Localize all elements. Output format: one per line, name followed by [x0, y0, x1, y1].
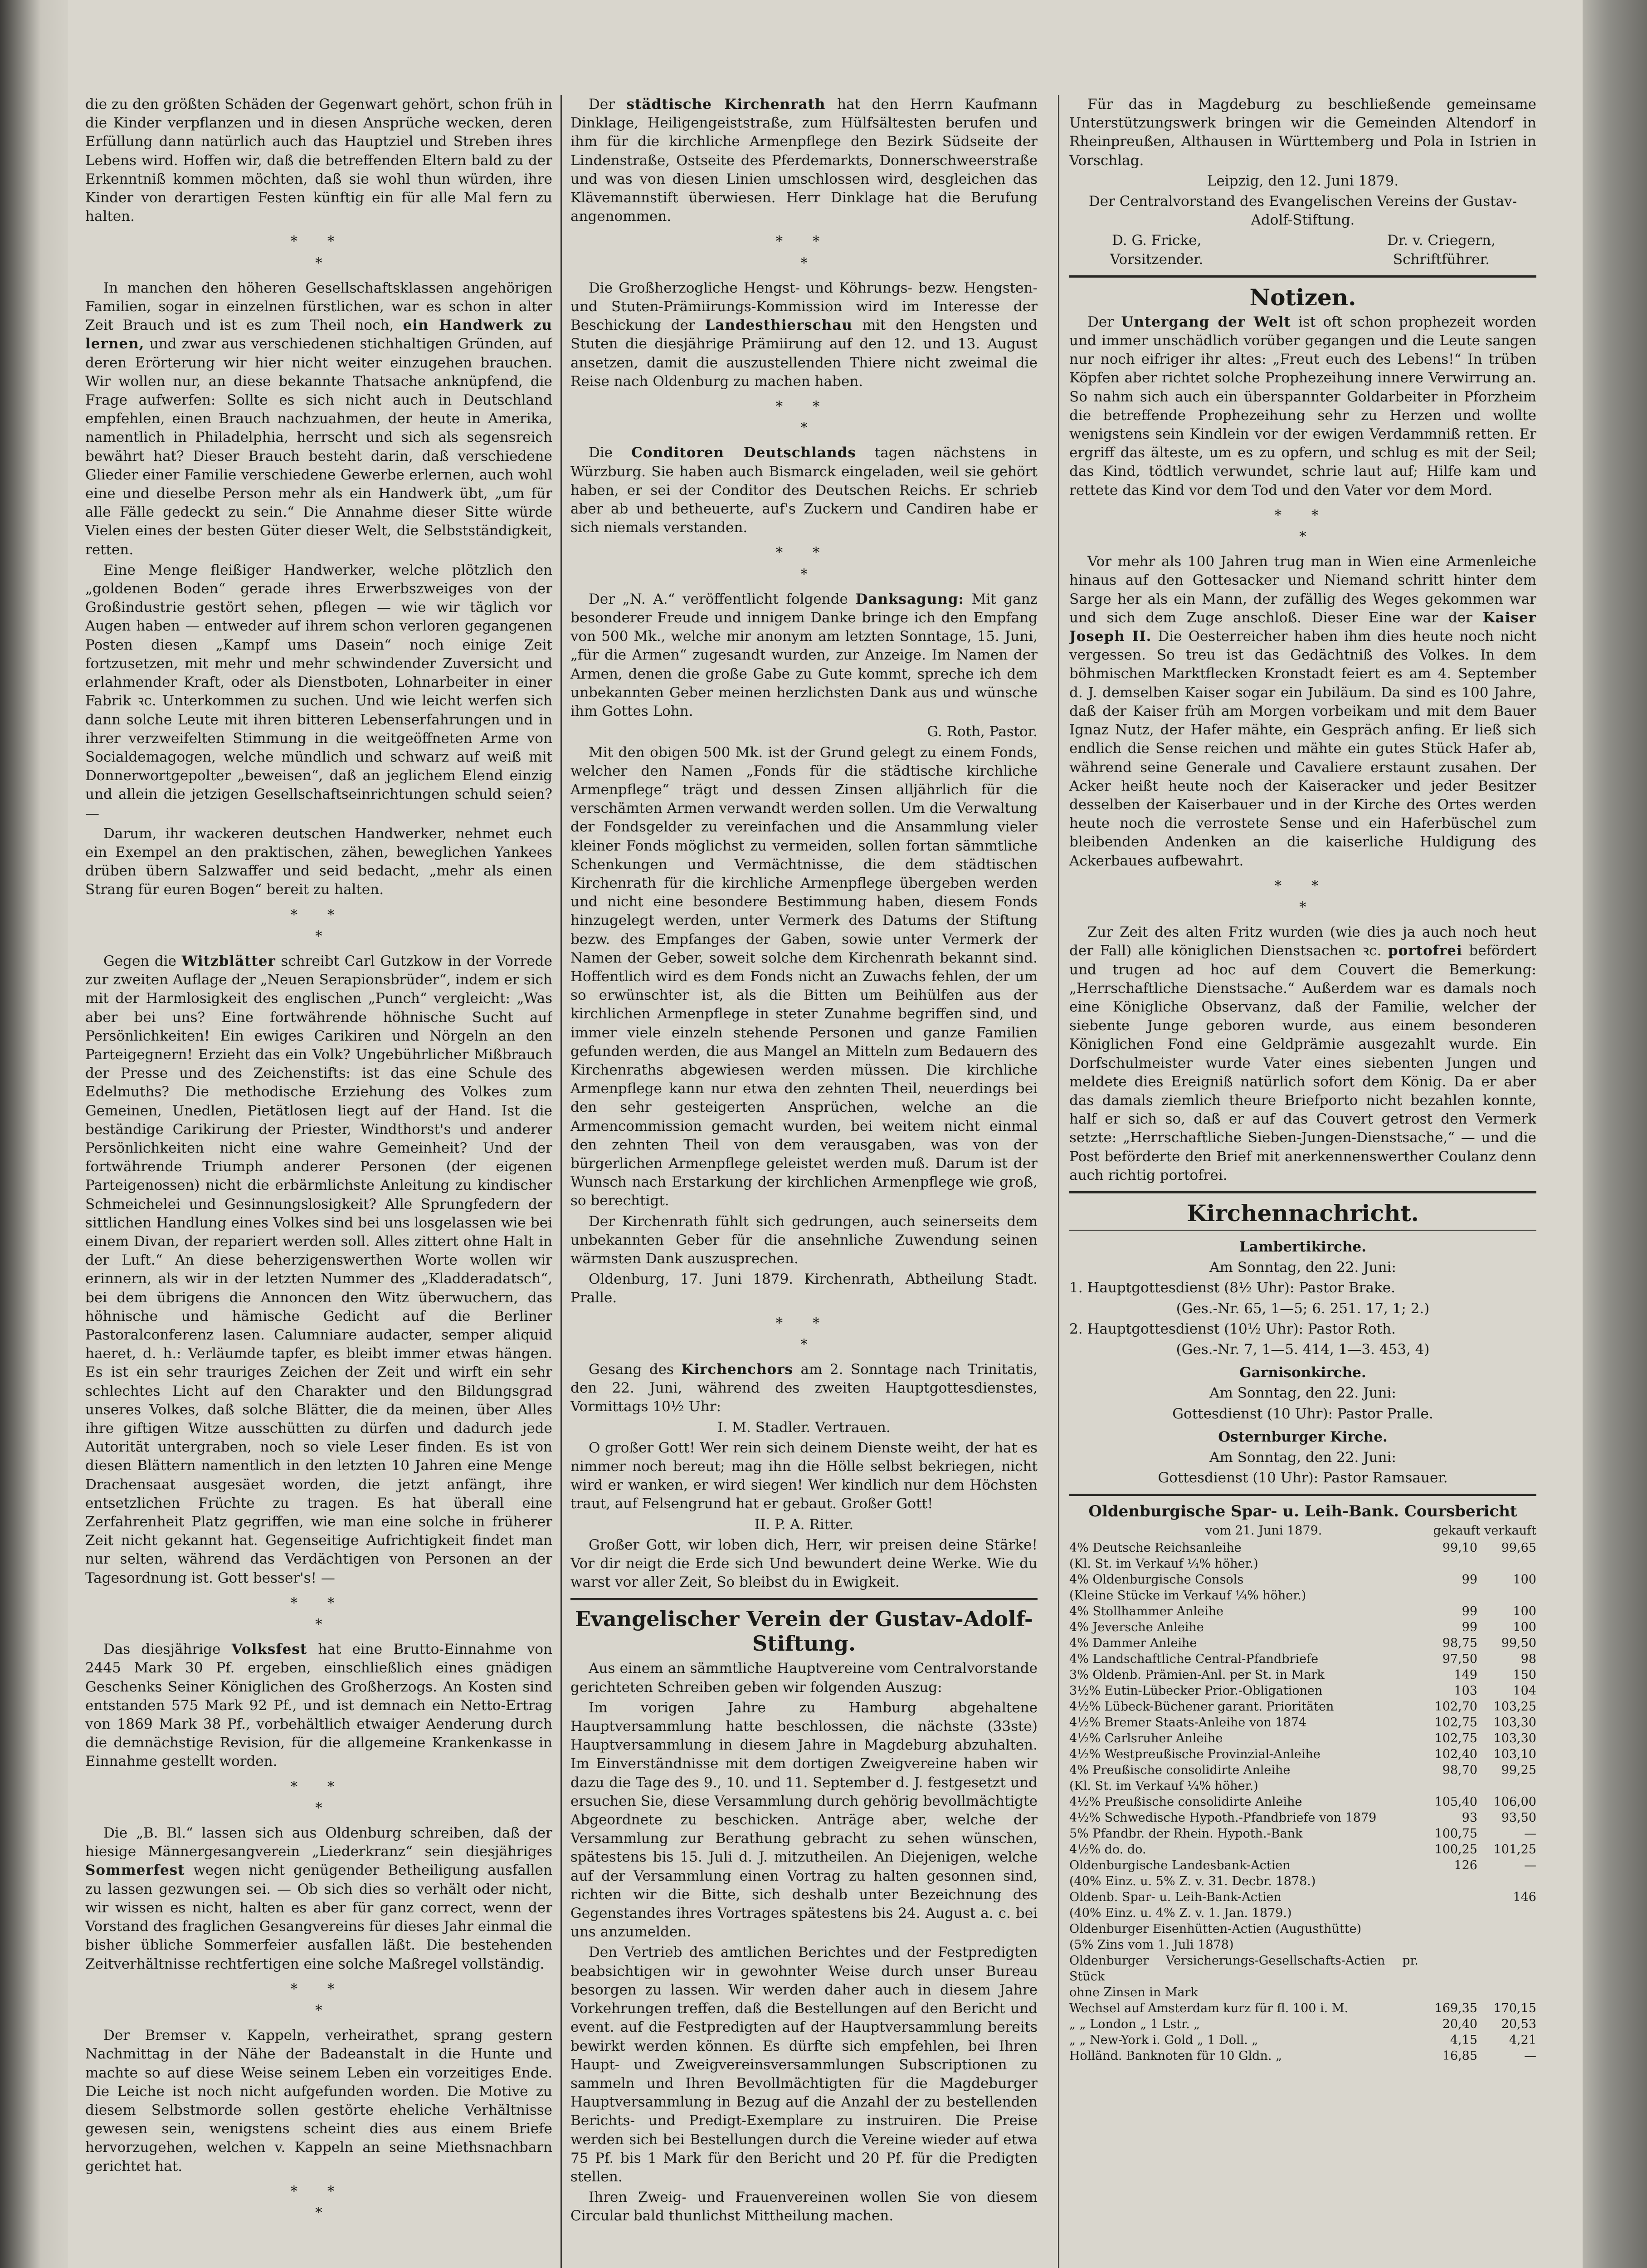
price-sold: 150 — [1513, 1667, 1536, 1682]
security-name: 5% Pfandbr. der Rhein. Hypoth.-Bank — [1069, 1826, 1303, 1841]
price-bought: 149 — [1454, 1667, 1477, 1682]
price-sold — [1477, 1937, 1536, 1953]
hymn-numbers: (Ges.-Nr. 65, 1—5; 6. 251. 17, 1; 2.) — [1176, 1300, 1430, 1317]
security-name: 4% Oldenburgische Consols — [1069, 1572, 1244, 1587]
hymn-text: O großer Gott! Wer rein sich deinem Dienste weiht, der hat es nimmer noch bereut; mag ihn die Hölle selbst bekriegen, nicht wird er wanken, er wird siegen! Wer kindlich nur dem Höchsten traut, auf Felsengrund hat er gebaut. Großer Gott! — [570, 1439, 1038, 1512]
separator-stars: * * — [290, 1594, 347, 1611]
coursbericht-heading: Oldenburgische Spar- u. Leih-Bank. Coursbericht — [1088, 1502, 1517, 1521]
separator-stars: * * — [290, 233, 347, 250]
security-name: (40% Einz. u. 4% Z. v. 1. Jan. 1879.) — [1069, 1906, 1292, 1920]
table-row — [1069, 1873, 1536, 1889]
hymn-numbers: (Ges.-Nr. 7, 1—5. 414, 1—3. 453, 4) — [1176, 1341, 1430, 1358]
table-row — [1069, 1683, 1536, 1699]
price-sold: 100 — [1513, 1604, 1536, 1618]
hymn-heading: I. M. Stadler. Vertrauen. — [717, 1419, 891, 1436]
separator-star: * — [315, 1616, 322, 1633]
highlight: Landesthierschau — [705, 317, 853, 334]
price-bought: 99 — [1462, 1620, 1477, 1634]
table-row — [1069, 1889, 1536, 1905]
price-sold — [1477, 1921, 1536, 1937]
security-name: 4½% do. do. — [1069, 1842, 1146, 1857]
paragraph: Eine Menge fleißiger Handwerker, welche plötzlich den „goldenen Boden“ gerade ihres Erwerbszweiges von der Großindustrie gestört sehen, pflegen — wie wir täglich vor Augen haben — entweder auf ihrem schon verloren gegangenen Posten diesen „Kampf ums Dasein“ noch einige Zeit fortzusetzen, mit mehr und mehr schwindender Zuversicht und erlahmender Kraft, oder als Dienstboten, Lohnarbeiter in einer Fabrik ꝛc. Unterkommen zu suchen. Und wie leicht werfen sich dann solche Leute mit ihren bitteren Lebenserfahrungen und in ihrer verzweifelten Stimmung in die weitgeöffneten Arme von Socialdemagogen, welche mündlich und schwarz auf weiß mit Donnerwortgepolter „beweisen“, daß an jeglichem Elend einzig und allein die jetzigen Gesellschaftseinrichtungen schuld seien? — — [85, 562, 552, 821]
security-name: 3½% Eutin-Lübecker Prior.-Obligationen — [1069, 1683, 1323, 1698]
separator-star: * — [800, 254, 808, 271]
table-row — [1069, 1699, 1536, 1715]
security-name: (40% Einz. u. 5% Z. v. 31. Decbr. 1878.) — [1069, 1874, 1316, 1888]
price-sold — [1477, 1588, 1536, 1603]
separator-stars: * * — [775, 1315, 833, 1331]
hymn-heading: II. P. A. Ritter. — [754, 1516, 854, 1533]
security-name: Oldenb. Spar- u. Leih-Bank-Actien — [1069, 1890, 1282, 1904]
separator-stars: * * — [290, 1980, 347, 1997]
price-bought — [1418, 1778, 1477, 1794]
separator-stars: * * — [290, 1778, 347, 1795]
price-sold: 103,25 — [1493, 1699, 1536, 1714]
coursbericht-subheader: vom 21. Juni 1879. gekauft verkauft — [1205, 1523, 1536, 1538]
separator-stars: * * — [1274, 507, 1331, 523]
table-row — [1069, 1953, 1536, 1984]
gustav-adolf-heading: Evangelischer Verein der Gustav-Adolf-Stiftung. — [575, 1607, 1033, 1656]
signature: Oldenburg, 17. Juni 1879. Kirchenrath, Abtheilung Stadt. Pralle. — [570, 1271, 1038, 1306]
price-sold: 103,30 — [1493, 1715, 1536, 1730]
separator-star: * — [800, 1336, 808, 1353]
table-row — [1069, 1746, 1536, 1762]
table-row — [1069, 1794, 1536, 1810]
highlight: portofrei — [1388, 943, 1462, 959]
kirchennachricht-heading: Kirchennachricht. — [1187, 1199, 1419, 1227]
church-name: Osternburger Kirche. — [1218, 1428, 1388, 1445]
security-name: 4½% Preußische consolidirte Anleihe — [1069, 1794, 1302, 1809]
price-bought: 98,75 — [1442, 1636, 1477, 1650]
separator-stars: * * — [290, 906, 347, 923]
highlight: Witzblätter — [181, 953, 276, 969]
service-date: Am Sonntag, den 22. Juni: — [1209, 1385, 1396, 1402]
separator-stars: * * — [775, 398, 833, 415]
notizen-heading: Notizen. — [1249, 284, 1356, 311]
security-name: Oldenburger Eisenhütten-Actien (Augusthütte) — [1069, 1921, 1362, 1936]
price-sold: 104 — [1513, 1683, 1536, 1698]
table-row — [1069, 2016, 1536, 2032]
column-3 — [1069, 95, 1536, 2268]
paragraph: Im vorigen Jahre zu Hamburg abgehaltene Hauptversammlung hatte beschlossen, die nächste (33ste) Hauptversammlung in diesem Jahre in Magdeburg abzuhalten. Im Einverständnisse mit dem dortigen Zweigvereine haben wir dazu die Tage des 9., 10. und 11. September d. J. festgesetzt und ersuchen Sie, diese Versammlung durch gehörig bevollmächtigte Abgeordnete zu beschicken. Anträge aber, welche der Versammlung zur Berathung gebracht zu sehen wünschen, spätestens bis 15. Juli d. J. mitzutheilen. An Diejenigen, welche auf der Versammlung einen Vortrag zu halten gesonnen sind, richten wir die Bitte, sich deshalb unter Bezeichnung des Gegenstandes ihres Vortrages spätestens bis 24. August a. c. bei uns anzumelden. — [570, 1699, 1038, 1941]
table-row — [1069, 2048, 1536, 2064]
price-bought: 102,40 — [1434, 1747, 1477, 1761]
signatures — [1069, 231, 1536, 269]
coursbericht-table — [1069, 1540, 1536, 2064]
price-sold: — — [1524, 2048, 1536, 2063]
price-sold: 99,25 — [1501, 1763, 1536, 1777]
price-bought: 99 — [1462, 1572, 1477, 1587]
separator-stars: * * — [775, 544, 833, 561]
dateline: Leipzig, den 12. Juni 1879. — [1207, 172, 1399, 189]
price-bought — [1418, 1889, 1477, 1905]
table-row — [1069, 1921, 1536, 1937]
service-date: Am Sonntag, den 22. Juni: — [1209, 1449, 1396, 1466]
price-bought: 16,85 — [1442, 2048, 1477, 2063]
table-row — [1069, 1588, 1536, 1603]
price-bought: 100,75 — [1434, 1826, 1477, 1841]
paragraph-volksfest: Das diesjährige Volksfest hat eine Brutto-Einnahme von 2445 Mark 30 Pf. ergeben, einschließlich eines gnädigen Geschenks Seiner Königlichen des Großherzogs. An Kosten sind entstanden 575 Mark 92 Pf., und ist demnach ein Netto-Ertrag von 1869 Mark 38 Pf., vorbehältlich etwaiger Aenderung durch die demnächstige Revision, für die allgemeine Krankenkasse in Einnahme gestellt worden. — [85, 1641, 552, 1770]
signature-block: Dr. v. Criegern, Schriftführer. — [1387, 232, 1496, 268]
paragraph: Der Kirchenrath fühlt sich gedrungen, auch seinerseits dem unbekannten Geber für die ansehnliche Zuwendung seinen wärmsten Dank auszusprechen. — [570, 1213, 1038, 1267]
paragraph: Darum, ihr wackeren deutschen Handwerker, nehmet euch ein Exempel an den praktischen, zähen, beweglichen Yankees drüben übern Salzwaffer und seid bedacht, „mehr als einen Strang für euren Bogen“ bereit zu halten. — [85, 825, 552, 898]
separator-star: * — [1299, 899, 1306, 915]
price-sold: 170,15 — [1493, 2001, 1536, 2015]
table-row — [1069, 1556, 1536, 1572]
price-sold: 99,50 — [1501, 1636, 1536, 1650]
table-row — [1069, 1730, 1536, 1746]
table-row — [1069, 1762, 1536, 1778]
price-bought — [1418, 1937, 1477, 1953]
separator-star: * — [1299, 528, 1306, 545]
price-bought: 105,40 — [1434, 1794, 1477, 1809]
organisation: Der Centralvorstand des Evangelischen Vereins der Gustav-Adolf-Stiftung. — [1088, 193, 1517, 229]
security-name: 4% Dammer Anleihe — [1069, 1636, 1197, 1650]
price-bought — [1418, 1873, 1477, 1889]
table-row — [1069, 1603, 1536, 1619]
highlight: Kirchenchors — [681, 1361, 794, 1378]
price-sold: 146 — [1513, 1890, 1536, 1904]
paragraph-kaiser-joseph: Vor mehr als 100 Jahren trug man in Wien eine Armenleiche hinaus auf den Gottesacker und Niemand schritt hinter dem Sarge her als ein Mann, der zufällig des Weges gekommen war und sich dem Zuge anschloß. Dieser Eine war der Kaiser Joseph II. Die Oesterreicher haben ihm dies heute noch nicht vergessen. So treu ist das Gedächtniß des Volkes. In dem böhmischen Marktflecken Kronstadt feiert es am 4. September d. J. demselben Kaiser sogar ein Jubiläum. Da sind es 100 Jahre, daß der Kaiser früh am Morgen vorbeikam und mit dem Bauer Ignaz Nutz, der Hafer mähte, ein Gespräch anfing. Er ließ sich endlich die Sense reichen und mähte ein gutes Stück Hafer ab, während seine Generale und Cavaliere erstaunt zusahen. Der Acker heißt heute noch der Kaiseracker und jeder Besitzer desselben der Kaiserbauer und in der Kirche des Ortes werden heute noch die verrostete Sense und ein Haferbüschel zum bleibenden Andenken an die kaiserliche Huldigung des Ackerbaues aufbewahrt. — [1069, 553, 1536, 869]
price-bought: 102,70 — [1434, 1699, 1477, 1714]
price-bought — [1418, 1921, 1477, 1937]
table-row — [1069, 1540, 1536, 1556]
paragraph-untergang: Der Untergang der Welt ist oft schon prophezeit worden und immer unschädlich vorüber gegangen und die Leute sangen nur noch eifriger ihr altes: „Freut euch des Lebens!“ In trüben Köpfen aber richtet solche Prophezeihung innere Verwirrung an. So nahm sich auch ein überspannter Goldarbeiter in Pforzheim die betreffende Prophezeihung sehr zu Herzen und wollte wenigstens sein Kindlein vor der ewigen Verdammniß retten. Er ergriff das älteste, um es zu opfern, und schlug es mit der Seil; das Kind, tödtlich verwundet, schrie laut auf; Hilfe kam und rettete das Kind vor dem Tod und den Vater vor dem Mord. — [1069, 313, 1536, 499]
highlight: Untergang der Welt — [1121, 313, 1291, 330]
binding-gutter — [0, 0, 68, 2268]
table-row — [1069, 1984, 1536, 2000]
price-bought — [1418, 1984, 1477, 2000]
price-sold: — — [1524, 1858, 1536, 1872]
security-name: 4½% Carlsruher Anleihe — [1069, 1731, 1223, 1745]
paragraph-portofrei: Zur Zeit des alten Fritz wurden (wie dies ja auch noch heut der Fall) alle königlichen Dienstsachen ꝛc. portofrei befördert und trugen ad hoc auf dem Couvert die Bemerkung: „Herrschaftliche Dienstsache.“ Außerdem war es damals noch eine Königliche Observanz, daß der Familie, welcher der siebente Junge geboren wurde, aus einem besonderen Königlichen Fond eine Geldprämie ausgezahlt wurde. Ein Dorfschulmeister wurde Vater eines siebenten Jungen und meldete dies Ereigniß natürlich sofort dem König. Da er aber das damals ziemlich theure Briefporto nicht bezahlen konnte, half er sich so, daß er auf das Couvert getrost den Vermerk setzte: „Herrschaftliche Sieben-Jungen-Dienstsache,“ — und die Post beförderte den Brief mit anerkennenswerther Coulanz denn auch richtig portofrei. — [1069, 924, 1536, 1183]
section-rule — [570, 1598, 1038, 1600]
price-sold — [1477, 1953, 1536, 1984]
price-bought: 99 — [1462, 1604, 1477, 1618]
price-sold: 101,25 — [1493, 1842, 1536, 1857]
security-name: Holländ. Banknoten für 10 Gldn. „ — [1069, 2048, 1282, 2063]
service-date: Am Sonntag, den 22. Juni: — [1209, 1259, 1396, 1276]
column-rule — [560, 95, 562, 2268]
paragraph-witzblaetter: Gegen die Witzblätter schreibt Carl Gutzkow in der Vorrede zur zweiten Auflage der „Neuen Serapionsbrüder“, indem er sich mit der Harmlosigkeit des englischen „Punch“ vergleicht: „Was aber bei uns? Eine fortwährende höhnische Sucht auf Persönlichkeiten! Ein ewiges Carikiren und Nörgeln an den Parteigegnern! Erzieht das ein Volk? Ungebührlicher Mißbrauch der Presse und des Zeichenstifts: ist das eine Schule des Edelmuths? Die methodische Erziehung des Volkes zum Gemeinen, Unedlen, Pietätlosen liegt auf der Hand. Ist die beständige Carikirung der Priester, Windthorst's und anderer Persönlichkeiten nicht eine wahre Gemeinheit? Und der fortwährende Triumph anderer Personen (der eigenen Parteigenossen) nicht die erbärmlichste Anleitung zu kindischer Schmeichelei und Gesinnungslosigkeit? Alle Sprungfedern der sittlichen Handlung eines Volkes sind bei uns losgelassen wie bei einem Divan, der repariert werden soll. Alles zittert ohne Halt in der Luft.“ An diese beherzigenswerthen Worte wollen wir erinnern, als wir in der letzten Nummer des „Kladderadatsch“, bei dem übrigens die Annoncen den Witz überwuchern, das höhnische und hämische Gedicht auf die Berliner Pastoralconferenz lasen. Calumniare audacter, semper aliquid haeret, d. h.: Verläumde tapfer, es bleibt immer etwas hängen. Es ist ein sehr trauriges Zeichen der Zeit und wirft ein sehr schlechtes Licht auf den Charakter und den Bildungsgrad unseres Volkes, daß solche Blätter, die da meinen, über Alles ihre giftigen Witze ausschütten zu dürfen und dadurch jede Autorität untergraben, noch so viele Leser finden. Es ist von diesen Blättern namentlich in den letzten 10 Jahren eine Menge Drachensaat ausgesäet worden, die jetzt anfängt, ihre entsetzlichen Früchte zu tragen. Es hat überall eine Zerfahrenheit Platz gegriffen, wie man eine solche in früherer Zeit nicht gekannt hat. Gegenseitige Aufrichtigkeit findet man nur selten, während das Verdächtigen von Personen an der Tagesordnung ist. Gott besser's! — — [85, 953, 552, 1586]
column-2 — [570, 95, 1038, 2268]
table-row — [1069, 1635, 1536, 1651]
table-row — [1069, 1810, 1536, 1826]
price-sold: 100 — [1513, 1620, 1536, 1634]
paragraph: Ihren Zweig- und Frauenvereinen wollen Sie von diesem Circular bald thunlichst Mittheilung machen. — [570, 2189, 1038, 2224]
separator-star: * — [315, 928, 322, 944]
table-row — [1069, 1937, 1536, 1953]
church-name: Garnisonkirche. — [1239, 1364, 1366, 1381]
price-sold — [1477, 1556, 1536, 1572]
price-bought — [1418, 1953, 1477, 1984]
security-name: 4% Jeversche Anleihe — [1069, 1620, 1204, 1634]
separator-star: * — [800, 420, 808, 436]
paragraph: Mit den obigen 500 Mk. ist der Grund gelegt zu einem Fonds, welcher den Namen „Fonds für die städtische kirchliche Armenpflege“ trägt und dessen Zinsen alljährlich für die verschämten Armen verwandt werden sollen. Um die Verwaltung der Fondsgelder zu vereinfachen und die Ansammlung vieler kleiner Fonds möglichst zu vermeiden, sollen fortan sämmtliche Schenkungen und Vermächtnisse, die dem städtischen Kirchenrath für die kirchliche Armenpflege übergeben werden und nicht eine besondere Bestimmung haben, diesem Fonds hinzugelegt werden, unter Vermerk des Datums der Stiftung bezw. des Empfanges der Gaben, sowie unter Vermerk der Namen der Geber, soweit solche dem Kirchenrath bekannt sind. Hoffentlich wird es dem Fonds nicht an Zuwachs fehlen, der um so erwünschter ist, als die Bitten um Beihülfen aus der kirchlichen Armenpflege in steter Zunahme begriffen sind, und immer viele einzeln stehende Personen und ganze Familien gefunden werden, die aus Mangel an Mitteln zum Bedauern des Kirchenraths abgewiesen werden müssen. Die kirchliche Armenpflege kann nur etwa den zehnten Theil, neuerdings bei den sehr gesteigerten Ansprüchen, welche an die Armencommission gemacht wurden, bei weitem nicht einmal den zehnten Theil von dem verausgaben, was von der bürgerlichen Armenpflege geleistet werden muß. Darum ist der Wunsch nach Erstarkung der kirchlichen Armenpflege wie groß, so berechtigt. — [570, 744, 1038, 1209]
table-row — [1069, 1715, 1536, 1730]
section-rule — [1069, 275, 1536, 278]
highlight: ein Handwerk zu lernen, — [85, 317, 552, 352]
price-sold: 103,30 — [1493, 1731, 1536, 1745]
security-name: ohne Zinsen in Mark — [1069, 1985, 1198, 1999]
price-bought — [1418, 1588, 1477, 1603]
paragraph-conditoren: Die Conditoren Deutschlands tagen nächstens in Würzburg. Sie haben auch Bismarck eingeladen, weil sie gehört haben, er sei der Conditor des Deutschen Reichs. Er schrieb aber ab und betheuerte, auf's Zuckern und Candiren habe er sich niemals verstanden. — [570, 445, 1038, 536]
section-rule — [1069, 1494, 1536, 1496]
price-sold: — — [1524, 1826, 1536, 1841]
price-sold: 106,00 — [1493, 1794, 1536, 1809]
thin-rule — [1069, 1230, 1536, 1231]
security-name: 4% Stollhammer Anleihe — [1069, 1604, 1223, 1618]
service-line: Gottesdienst (10 Uhr): Pastor Pralle. — [1172, 1405, 1433, 1422]
table-row — [1069, 1905, 1536, 1921]
table-row — [1069, 1857, 1536, 1873]
security-name: Wechsel auf Amsterdam kurz für fl. 100 i. M. — [1069, 2001, 1349, 2015]
separator-star: * — [315, 2002, 322, 2019]
price-bought: 4,15 — [1450, 2033, 1477, 2047]
price-bought: 103 — [1454, 1683, 1477, 1698]
price-sold: 98 — [1520, 1652, 1536, 1666]
paragraph-danksagung: Der „N. A.“ veröffentlicht folgende Danksagung: Mit ganz besonderer Freude und innigem Danke bringe ich den Empfang von 500 Mk., welche mir anonym am letzten Sonntage, 15. Juni, „für die Armen“ zugesandt wurden, zur Anzeige. Im Namen der Armen, denen die große Gabe zu Gute kommt, spreche ich dem unbekannten Geber meinen herzlichsten Dank aus und wünsche ihm Gottes Lohn. — [570, 591, 1038, 720]
price-sold — [1477, 1984, 1536, 2000]
price-bought: 169,35 — [1434, 2001, 1477, 2015]
price-sold: 100 — [1513, 1572, 1536, 1587]
paragraph-handwerk: In manchen den höheren Gesellschaftsklassen angehörigen Familien, sogar in einzelnen fürstlichen, war es schon in alter Zeit Brauch und ist es zum Theil noch, ein Handwerk zu lernen, und zwar aus verschiedenen stichhaltigen Gründen, auf deren Erörterung wir hier nicht weiter einzugehen brauchen. Wir wollen nur, an diese bekannte Thatsache anknüpfend, die Frage aufwerfen: Sollte es sich nicht auch in Deutschland empfehlen, einen Brauch nachzuahmen, der heute in Amerika, namentlich in Philadelphia, herrscht und sich als segensreich bewährt hat? Dieser Brauch besteht darin, daß verschiedene Glieder einer Familie verschiedene Gewerbe erlernen, auch wohl eine und dieselbe Person mehr als ein Handwerk übt, „um für alle Fälle gedeckt zu sein.“ Die Annahme dieser Sitte würde Vielen eines der besten Güter dieser Welt, die Selbstständigkeit, retten. — [85, 279, 552, 558]
price-sold: 99,65 — [1501, 1540, 1536, 1555]
price-bought: 100,25 — [1434, 1842, 1477, 1857]
highlight: Volksfest — [231, 1641, 307, 1658]
table-row — [1069, 1778, 1536, 1794]
separator-stars: * * — [1274, 877, 1331, 894]
price-bought: 93 — [1462, 1810, 1477, 1825]
paragraph: die zu den größten Schäden der Gegenwart gehört, schon früh in die Kinder verpflanzen und in diesen Ansprüche wecken, deren Erfüllung dann natürlich auch das Hauptziel und Streben ihres Lebens wird. Hoffen wir, daß die betreffenden Eltern bald zu der Erkenntniß kommen möchten, daß sie wohl thun würden, ihre Kinder von derartigen Festen künftig ein für alle Mal fern zu halten. — [85, 96, 552, 225]
page-edge — [1583, 0, 1647, 2268]
security-name: 4½% Schwedische Hypoth.-Pfandbriefe von 1879 — [1069, 1810, 1377, 1825]
paragraph-kirchenrath: Der städtische Kirchenrath hat den Herrn Kaufmann Dinklage, Heiligengeiststraße, zum Hülfsältesten berufen und ihm für die kirchliche Armenpflege den Bezirk Südseite der Lindenstraße, Ostseite des Pferdemarkts, Donnerschweerstraße und was von diesen Linien umschlossen wird, desgleichen das Klävemannstift überwiesen. Herr Dinklage hat die Berufung angenommen. — [570, 96, 1038, 225]
security-name: (Kleine Stücke im Verkauf ¼% höher.) — [1069, 1588, 1306, 1603]
price-sold: 93,50 — [1501, 1810, 1536, 1825]
security-name: Oldenburgische Landesbank-Actien — [1069, 1858, 1291, 1872]
price-bought: 99,10 — [1442, 1540, 1477, 1555]
security-name: 4% Preußische consolidirte Anleihe — [1069, 1763, 1291, 1777]
newspaper-page — [68, 0, 1592, 2268]
price-sold — [1477, 1873, 1536, 1889]
separator-star: * — [315, 1799, 322, 1816]
highlight: Kaiser Joseph II. — [1069, 609, 1536, 645]
table-row — [1069, 1619, 1536, 1635]
security-name: 4% Deutsche Reichsanleihe — [1069, 1540, 1242, 1555]
service-line: 2. Hauptgottesdienst (10½ Uhr): Pastor Roth. — [1069, 1320, 1396, 1337]
security-name: (Kl. St. im Verkauf ¼% höher.) — [1069, 1556, 1258, 1571]
security-name: 4% Landschaftliche Central-Pfandbriefe — [1069, 1652, 1319, 1666]
security-name: „ „ New-York i. Gold „ 1 Doll. „ — [1069, 2033, 1258, 2047]
hymn-text: Großer Gott, wir loben dich, Herr, wir preisen deine Stärke! Vor dir neigt die Erde sich Und bewundert deine Werke. Wie du warst vor aller Zeit, So bleibst du in Ewigkeit. — [570, 1536, 1038, 1591]
price-bought: 102,75 — [1434, 1731, 1477, 1745]
table-row — [1069, 1651, 1536, 1667]
security-name: 4½% Lübeck-Büchener garant. Prioritäten — [1069, 1699, 1334, 1714]
church-name: Lambertikirche. — [1239, 1238, 1367, 1255]
security-name: „ „ London „ 1 Lstr. „ — [1069, 2017, 1200, 2031]
security-name: (Kl. St. im Verkauf ¼% höher.) — [1069, 1779, 1258, 1793]
price-bought: 97,50 — [1442, 1652, 1477, 1666]
price-bought: 126 — [1454, 1858, 1477, 1872]
paragraph: Aus einem an sämmtliche Hauptvereine vom Centralvorstande gerichteten Schreiben geben wir folgenden Auszug: — [570, 1660, 1038, 1696]
price-bought — [1418, 1905, 1477, 1921]
price-bought — [1418, 1556, 1477, 1572]
service-line: 1. Hauptgottesdienst (8½ Uhr): Pastor Brake. — [1069, 1280, 1395, 1296]
table-row — [1069, 2032, 1536, 2048]
column-1 — [85, 95, 552, 2268]
price-bought: 20,40 — [1442, 2017, 1477, 2031]
price-sold: 4,21 — [1509, 2033, 1536, 2047]
signature-block: D. G. Fricke, Vorsitzender. — [1110, 232, 1204, 268]
paragraph-sommerfest: Die „B. Bl.“ lassen sich aus Oldenburg schreiben, daß der hiesige Männergesangverein „Liederkranz“ sein diesjähriges Sommerfest wegen nicht genügender Betheiligung ausfallen zu lassen gezwungen sei. — Ob sich dies so verhält oder nicht, wir wissen es nicht, halten es aber für ganz correct, wenn der Vorstand des fraglichen Gesangvereins für dieses Jahr einmal die bisher übliche Sommerfeier ausfallen läßt. Die bestehenden Zeitverhältnisse rechtfertigen eine solche Maßregel vollständig. — [85, 1825, 552, 1972]
table-row — [1069, 1826, 1536, 1842]
security-name: 4½% Bremer Staats-Anleihe von 1874 — [1069, 1715, 1307, 1730]
security-name: Oldenburger Versicherungs-Gesellschafts-Actien pr. Stück — [1069, 1953, 1418, 1984]
price-bought: 102,75 — [1434, 1715, 1477, 1730]
table-row — [1069, 1842, 1536, 1857]
separator-star: * — [315, 2204, 322, 2221]
table-row — [1069, 1667, 1536, 1683]
price-sold — [1477, 1905, 1536, 1921]
paragraph: Der Bremser v. Kappeln, verheirathet, sprang gestern Nachmittag in der Nähe der Badeanstalt in die Hunte und machte so auf diese Weise seinem Leben ein vorzeitiges Ende. Die Leiche ist noch nicht aufgefunden worden. Die Motive zu diesem Selbstmorde sollen gestörte eheliche Verhältnisse gewesen sein, wenigstens scheint dies aus einem Briefe hervorzugehen, welchen v. Kappeln an seine Miethsnachbarn gerichtet hat. — [85, 2027, 552, 2175]
separator-stars: * * — [775, 233, 833, 250]
paragraph: Den Vertrieb des amtlichen Berichtes und der Festpredigten beabsichtigen wir in gewohnter Weise durch unser Bureau besorgen zu lassen. Wir werden daher auch in diesem Jahre Vorkehrungen treffen, daß die Bestellungen auf den Bericht und event. auf die Festpredigten auf der Hauptversammlung bereits bewirkt werden können. Es dürfte sich empfehlen, bei Ihren Haupt- und Zweigvereinsversammlungen Subscriptionen zu sammeln und Ihren Bevollmächtigten für die Magdeburger Hauptversammlung in Bezug auf die Anzahl der zu bestellenden Berichts- und Predigt-Exemplare zu instruiren. Die Preise werden sich bei Bestellungen durch die Vereine wieder auf etwa 75 Pf. bis 1 Mark für den Bericht und 20 Pf. für die Predigten stellen. — [570, 1944, 1038, 2185]
separator-stars: * * — [290, 2183, 347, 2200]
price-sold — [1477, 1778, 1536, 1794]
signature: G. Roth, Pastor. — [927, 723, 1038, 740]
price-sold: 20,53 — [1501, 2017, 1536, 2031]
paragraph-thierschau: Die Großherzogliche Hengst- und Köhrungs- bezw. Hengsten- und Stuten-Prämiirungs-Kommission wird im Interesse der Beschickung der Landesthierschau mit den Hengsten und Stuten die diesjährige Prämiirung auf den 12. und 13. August ansetzen, damit die auszustellenden Thiere nicht zweimal die Reise nach Oldenburg zu machen haben. — [570, 279, 1038, 390]
security-name: 4½% Westpreußische Provinzial-Anleihe — [1069, 1747, 1321, 1761]
column-rule — [1058, 95, 1059, 2268]
service-line: Gottesdienst (10 Uhr): Pastor Ramsauer. — [1158, 1470, 1448, 1486]
highlight: Conditoren Deutschlands — [631, 445, 856, 461]
separator-star: * — [800, 566, 808, 582]
section-rule — [1069, 1191, 1536, 1193]
highlight: Sommerfest — [85, 1862, 185, 1879]
highlight: Danksagung: — [855, 591, 964, 607]
paragraph-kirchenchor: Gesang des Kirchenchors am 2. Sonntage nach Trinitatis, den 22. Juni, während des zweiten Hauptgottesdienstes, Vormittags 10½ Uhr: — [570, 1361, 1038, 1415]
price-bought: 98,70 — [1442, 1763, 1477, 1777]
table-row — [1069, 1572, 1536, 1588]
security-name: 3% Oldenb. Prämien-Anl. per St. in Mark — [1069, 1667, 1325, 1682]
security-name: (5% Zins vom 1. Juli 1878) — [1069, 1937, 1234, 1952]
table-row — [1069, 2000, 1536, 2016]
separator-star: * — [315, 254, 322, 271]
highlight: städtische Kirchenrath — [626, 96, 826, 112]
paragraph: Für das in Magdeburg zu beschließende gemeinsame Unterstützungswerk bringen wir die Gemeinden Altendorf in Rheinpreußen, Althausen in Württemberg und Pola in Istrien in Vorschlag. — [1069, 96, 1536, 169]
price-sold: 103,10 — [1493, 1747, 1536, 1761]
